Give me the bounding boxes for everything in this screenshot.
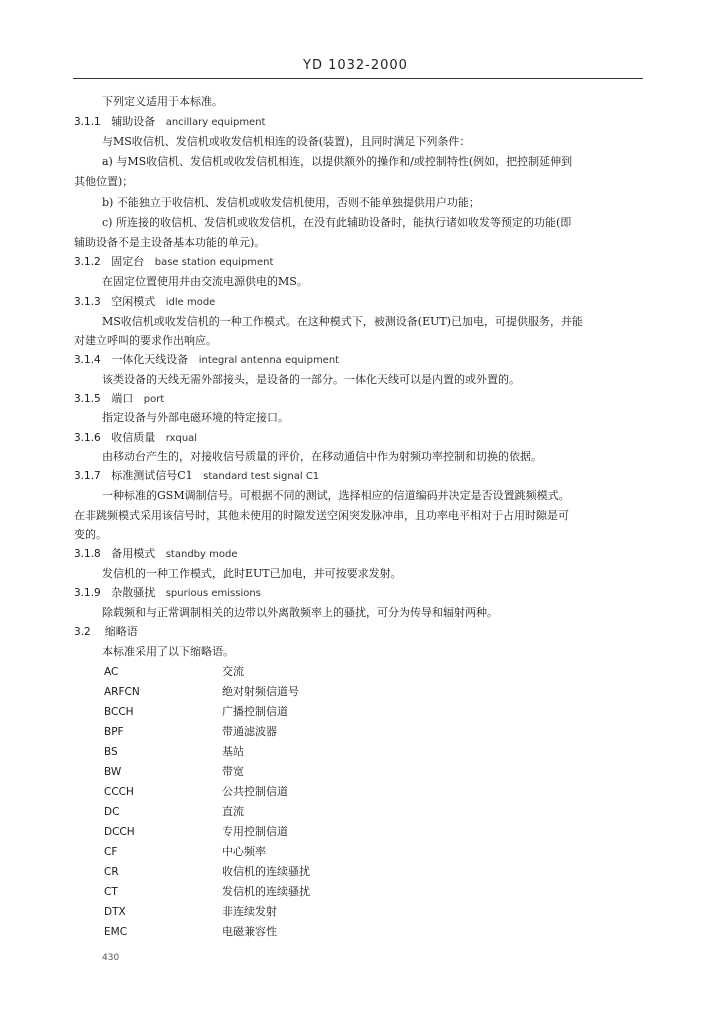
abbreviation-code: EMC bbox=[104, 926, 128, 938]
definition-term-en: spurious emissions bbox=[165, 588, 261, 599]
definition-term-en: base station equipment bbox=[154, 257, 274, 268]
abbreviation-code: BPF bbox=[104, 726, 124, 738]
abbreviation-term: 发信机的连续骚扰 bbox=[222, 885, 310, 898]
definition-number: 3.1.9 bbox=[74, 587, 101, 599]
definition-text: c) 所连接的收信机、发信机或收发信机，在没有此辅助设备时，能执行诸如收发等预定的功能(即 bbox=[102, 216, 572, 229]
header-rule bbox=[73, 78, 643, 79]
definition-text: b) 不能独立于收信机、发信机或收发信机使用，否则不能单独提供用户功能； bbox=[102, 196, 480, 209]
section-title: 缩略语 bbox=[104, 625, 138, 638]
abbreviation-code: DCCH bbox=[104, 826, 135, 838]
abbreviation-term: 非连续发射 bbox=[222, 905, 277, 918]
abbreviation-term: 带通滤波器 bbox=[222, 725, 277, 738]
definition-heading bbox=[74, 547, 237, 562]
definition-heading bbox=[74, 392, 164, 407]
definition-heading bbox=[74, 431, 197, 446]
definition-text: 发信机的一种工作模式，此时EUT已加电，并可按要求发射。 bbox=[102, 567, 402, 580]
definition-term: 收信质量 bbox=[111, 431, 156, 444]
abbreviation-code: BS bbox=[104, 746, 118, 758]
section-heading bbox=[74, 625, 138, 639]
definition-term: 端口 bbox=[111, 392, 134, 405]
abbreviation-code: BW bbox=[104, 766, 122, 778]
definition-text: 在固定位置使用并由交流电源供电的MS。 bbox=[102, 275, 308, 288]
definition-term: 一体化天线设备 bbox=[111, 353, 189, 366]
abbreviation-term: 直流 bbox=[222, 805, 244, 818]
abbreviations-intro: 本标准采用了以下缩略语。 bbox=[102, 645, 234, 658]
definition-term: 标准测试信号C1 bbox=[111, 469, 193, 482]
page-number: 430 bbox=[102, 953, 120, 963]
definition-text: 由移动台产生的，对接收信号质量的评价，在移动通信中作为射频功率控制和切换的依据。 bbox=[102, 450, 542, 463]
definition-number: 3.1.5 bbox=[74, 393, 101, 405]
definition-number: 3.1.2 bbox=[74, 256, 101, 268]
abbreviation-code: CT bbox=[104, 886, 118, 898]
abbreviation-term: 中心频率 bbox=[222, 845, 266, 858]
definition-heading bbox=[74, 295, 215, 310]
definition-term: 杂散骚扰 bbox=[111, 586, 156, 599]
abbreviation-code: DC bbox=[104, 806, 120, 818]
definition-text: 指定设备与外部电磁环境的特定接口。 bbox=[102, 411, 289, 424]
definition-text: 除载频和与正常调制相关的边带以外离散频率上的骚扰，可分为传导和辐射两种。 bbox=[102, 606, 498, 619]
abbreviation-term: 专用控制信道 bbox=[222, 825, 288, 838]
definition-heading bbox=[74, 353, 339, 368]
abbreviation-code: DTX bbox=[104, 906, 126, 918]
definition-term: 备用模式 bbox=[111, 547, 156, 560]
definition-number: 3.1.6 bbox=[74, 432, 101, 444]
abbreviation-term: 基站 bbox=[222, 745, 244, 758]
abbreviation-code: BCCH bbox=[104, 706, 134, 718]
definition-text: 其他位置)； bbox=[74, 175, 134, 188]
definition-number: 3.1.1 bbox=[74, 116, 101, 128]
definition-term-en: idle mode bbox=[165, 297, 216, 308]
abbreviation-term: 交流 bbox=[222, 665, 244, 678]
section-number: 3.2 bbox=[74, 626, 91, 638]
abbreviation-term: 电磁兼容性 bbox=[222, 925, 277, 938]
definition-text: 与MS收信机、发信机或收发信机相连的设备(装置)，且同时满足下列条件： bbox=[102, 135, 471, 148]
definition-term-en: standby mode bbox=[165, 549, 238, 560]
abbreviation-code: CR bbox=[104, 866, 119, 878]
abbreviation-code: AC bbox=[104, 666, 119, 678]
definition-number: 3.1.7 bbox=[74, 470, 101, 482]
abbreviation-term: 广播控制信道 bbox=[222, 705, 288, 718]
definition-text: 辅助设备不是主设备基本功能的单元)。 bbox=[74, 236, 266, 249]
abbreviation-term: 公共控制信道 bbox=[222, 785, 288, 798]
abbreviation-term: 带宽 bbox=[222, 765, 244, 778]
definition-text: 一种标准的GSM调制信号。可根据不同的测试，选择相应的信道编码并决定是否设置跳频模式。 bbox=[102, 489, 570, 502]
definition-number: 3.1.4 bbox=[74, 354, 101, 366]
definition-text: a) 与MS收信机、发信机或收发信机相连，以提供额外的操作和/或控制特性(例如，把控制延伸到 bbox=[102, 155, 573, 168]
definition-term-en: rxqual bbox=[165, 433, 198, 444]
abbreviation-term: 绝对射频信道号 bbox=[222, 685, 299, 698]
definition-term: 空闲模式 bbox=[111, 295, 156, 308]
definition-term-en: standard test signal C1 bbox=[203, 471, 320, 482]
abbreviation-code: CF bbox=[104, 846, 118, 858]
definition-term: 固定台 bbox=[111, 255, 145, 268]
definition-term-en: integral antenna equipment bbox=[198, 355, 340, 366]
abbreviation-code: ARFCN bbox=[104, 686, 140, 698]
definition-heading bbox=[74, 115, 265, 130]
definitions-intro: 下列定义适用于本标准。 bbox=[102, 95, 223, 108]
standard-number-header: YD 1032-2000 bbox=[303, 58, 408, 73]
definition-text: 在非跳频模式采用该信号时，其他未使用的时隙发送空闲突发脉冲串，且功率电平相对于占用时隙是可 bbox=[74, 509, 569, 522]
abbreviation-code: CCCH bbox=[104, 786, 134, 798]
definition-number: 3.1.3 bbox=[74, 296, 101, 308]
definition-heading bbox=[74, 469, 319, 484]
definition-term: 辅助设备 bbox=[111, 115, 156, 128]
definition-term-en: ancillary equipment bbox=[165, 117, 266, 128]
definition-text: 变的。 bbox=[74, 528, 107, 541]
definition-text: MS收信机或收发信机的一种工作模式。在这种模式下，被测设备(EUT)已加电，可提供服务，并能 bbox=[102, 315, 584, 328]
definition-text: 对建立呼叫的要求作出响应。 bbox=[74, 334, 217, 347]
definition-heading bbox=[74, 586, 261, 601]
definition-number: 3.1.8 bbox=[74, 548, 101, 560]
definition-text: 该类设备的天线无需外部接头，是设备的一部分。一体化天线可以是内置的或外置的。 bbox=[102, 373, 520, 386]
abbreviation-term: 收信机的连续骚扰 bbox=[222, 865, 310, 878]
definition-term-en: port bbox=[143, 394, 165, 405]
definition-heading bbox=[74, 255, 273, 270]
